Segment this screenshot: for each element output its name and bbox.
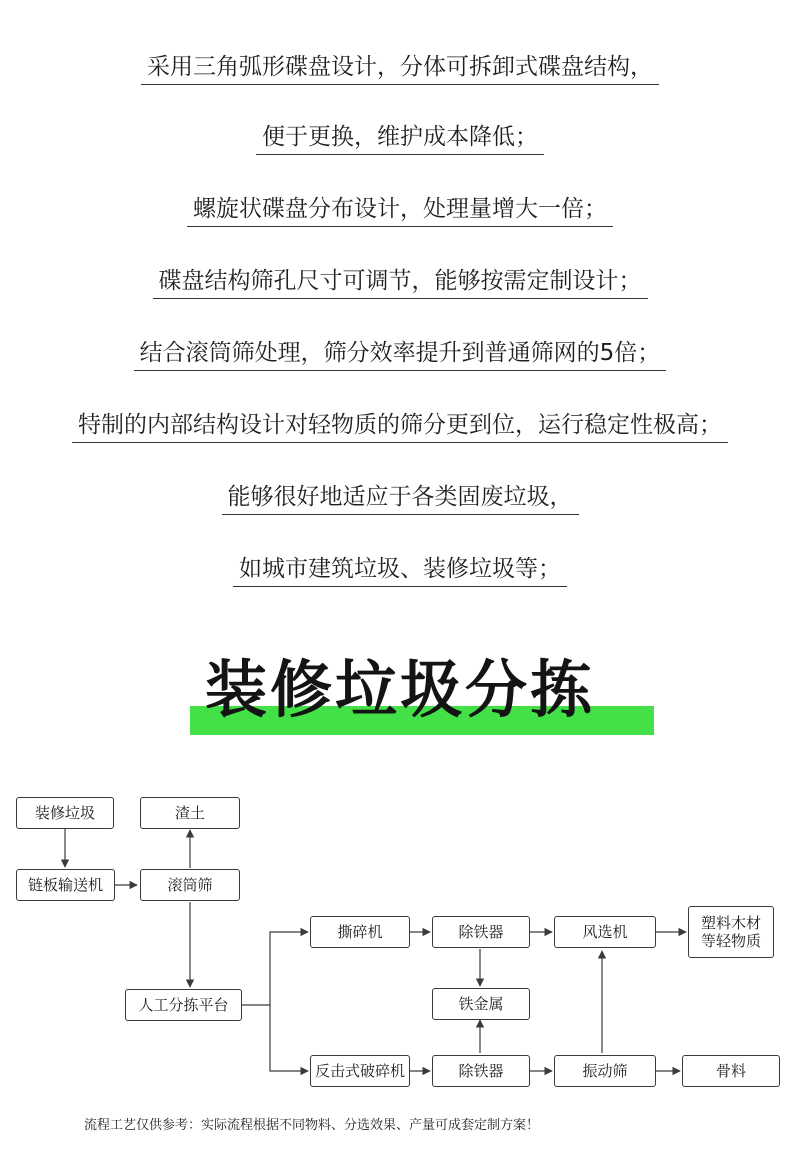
page-title: 装修垃圾分拣 — [204, 653, 595, 726]
feature-text: 采用三角弧形碟盘设计，分体可拆卸式碟盘结构， — [141, 52, 659, 85]
feature-text: 能够很好地适应于各类固废垃圾， — [222, 482, 579, 515]
feature-text: 便于更换，维护成本降低； — [256, 122, 544, 155]
process-footnote: 流程工艺仅供参考：实际流程根据不同物料、分选效果、产量可成套定制方案！ — [84, 1118, 540, 1133]
edge-platform-to-crusher — [270, 1005, 308, 1071]
node-vibrating-screen: 振动筛 — [554, 1055, 656, 1087]
feature-text: 结合滚筒筛处理，筛分效率提升到普通筛网的5倍； — [134, 338, 667, 371]
feature-text: 螺旋状碟盘分布设计，处理量增大一倍； — [187, 194, 613, 227]
node-air-separator: 风选机 — [554, 916, 656, 948]
node-iron-remover-1: 除铁器 — [432, 916, 530, 948]
node-aggregate: 骨料 — [682, 1055, 780, 1087]
node-muck: 渣土 — [140, 797, 240, 829]
node-impact-crusher: 反击式破碎机 — [310, 1055, 410, 1087]
node-shredder: 撕碎机 — [310, 916, 410, 948]
node-ferrous-metal: 铁金属 — [432, 988, 530, 1020]
light-materials-line-2: 等轻物质 — [700, 932, 761, 950]
node-manual-sorting-platform: 人工分拣平台 — [125, 989, 242, 1021]
node-light-materials — [688, 906, 774, 958]
feature-text: 特制的内部结构设计对轻物质的筛分更到位，运行稳定性极高； — [72, 410, 728, 443]
node-iron-remover-2: 除铁器 — [432, 1055, 530, 1087]
edge-platform-to-shredder — [270, 932, 308, 1005]
node-chain-conveyor: 链板输送机 — [16, 869, 115, 901]
node-decoration-waste: 装修垃圾 — [16, 797, 114, 829]
light-materials-line-1: 塑料木材 — [700, 914, 761, 932]
node-drum-screen: 滚筒筛 — [140, 869, 240, 901]
feature-text: 碟盘结构筛孔尺寸可调节，能够按需定制设计； — [153, 266, 648, 299]
feature-text: 如城市建筑垃圾、装修垃圾等； — [233, 554, 567, 587]
